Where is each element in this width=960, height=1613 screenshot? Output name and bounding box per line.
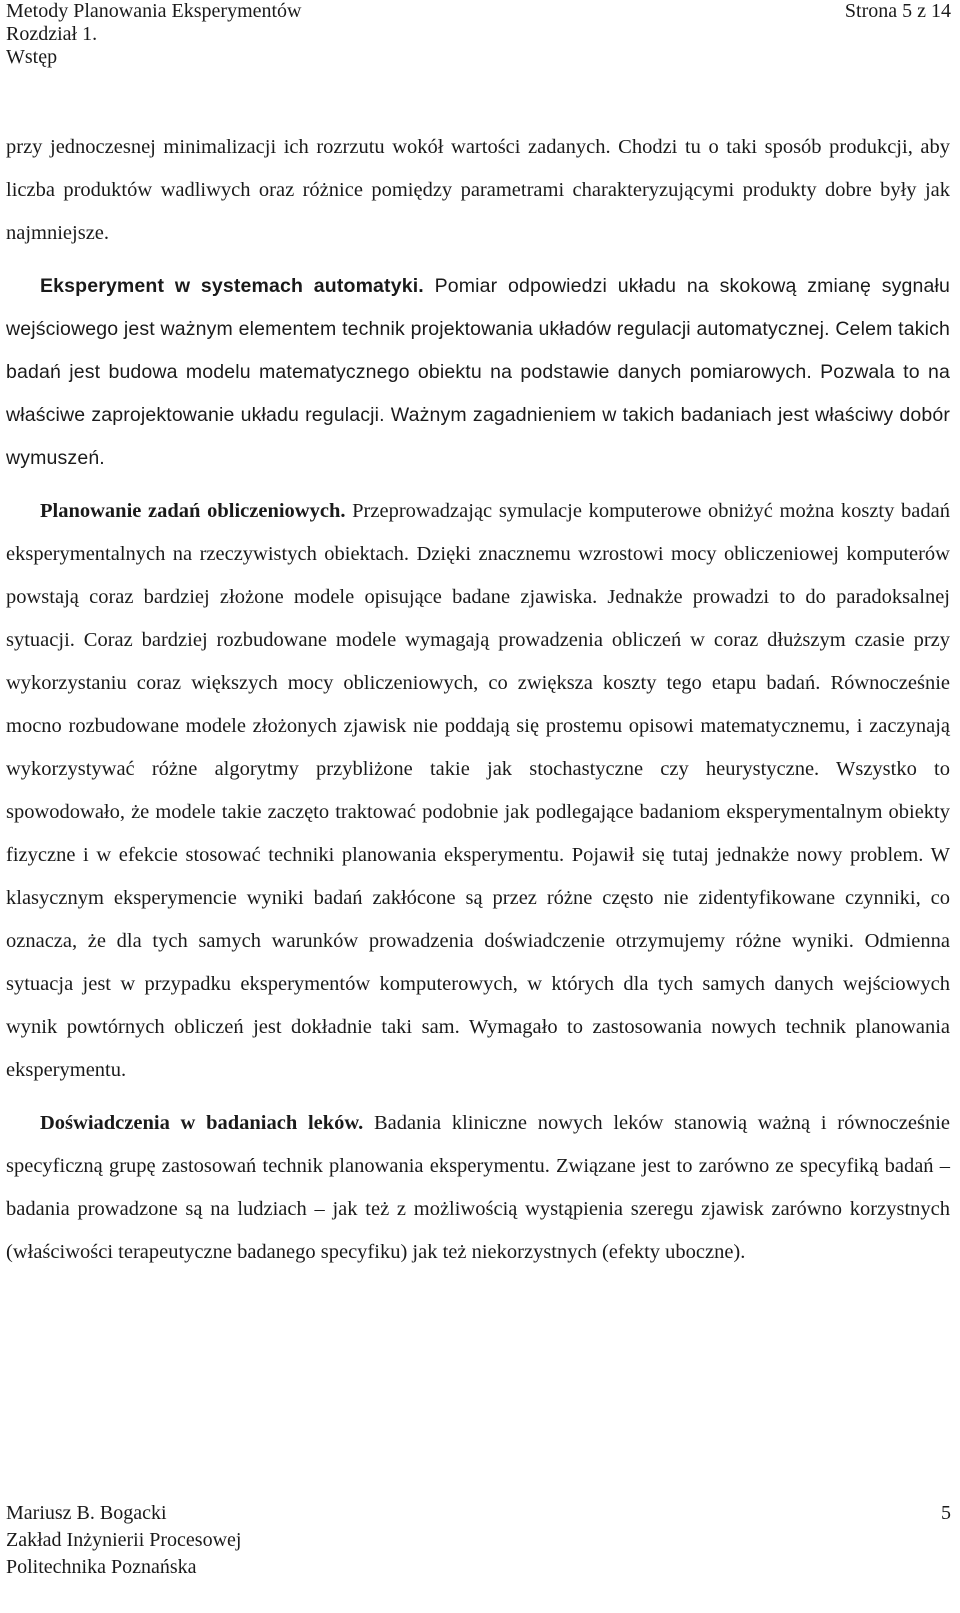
department-name: Zakład Inżynierii Procesowej (6, 1529, 242, 1551)
page-header (6, 0, 951, 69)
chapter-label: Rozdział 1. (6, 23, 98, 45)
paragraph-heading: Doświadczenia w badaniach leków. (40, 1112, 364, 1134)
paragraph-computational-tasks (6, 490, 950, 1092)
document-title: Metody Planowania Eksperymentów (6, 0, 302, 22)
page-number: 5 (941, 1502, 951, 1524)
paragraph-text: przy jednoczesnej minimalizacji ich rozrzutu wokół wartości zadanych. Chodzi tu o taki sposób produkcji, aby liczba produktów wadliwych oraz różnice pomiędzy parametrami charakteryzującymi produkty dobre były jak najmniejsze. (6, 136, 950, 244)
page-indicator: Strona 5 z 14 (844, 0, 951, 22)
paragraph-drug-research (6, 1102, 950, 1274)
university-name: Politechnika Poznańska (6, 1556, 197, 1578)
author-name: Mariusz B. Bogacki (6, 1502, 167, 1524)
paragraph-heading: Planowanie zadań obliczeniowych. (40, 500, 346, 522)
paragraph-intro-continuation (6, 126, 950, 255)
paragraph-text: Pomiar odpowiedzi układu na skokową zmianę sygnału wejściowego jest ważnym elementem technik projektowania układów regulacji automatycznej. Celem takich badań jest budowa modelu matematycznego obiektu na podstawie danych pomiarowych. Pozwala to na właściwe zaprojektowanie układu regulacji. Ważnym zagadnieniem w takich badaniach jest właściwy dobór wymuszeń. (6, 275, 950, 469)
page-footer (6, 1500, 951, 1581)
section-label: Wstęp (6, 46, 58, 68)
paragraph-text: Przeprowadzając symulacje komputerowe obniżyć można koszty badań eksperymentalnych na rzeczywistych obiektach. Dzięki znacznemu wzrostowi mocy obliczeniowej komputerów powstają coraz bardziej złożone modele opisujące badane zjawiska. Jednakże prowadzi to do paradoksalnej sytuacji. Coraz bardziej rozbudowane modele wymagają prowadzenia obliczeń w coraz dłuższym czasie przy wykorzystaniu coraz większych mocy obliczeniowych, co zwiększa koszty tego etapu badań. Równocześnie mocno rozbudowane modele złożonych zjawisk nie poddają się prostemu opisowi matematycznemu, i zaczynają wykorzystywać różne algorytmy przybliżone takie jak stochastyczne czy heurystyczne. Wszystko to spowodowało, że modele takie zaczęto traktować podobnie jak podlegające badaniom eksperymentalnym obiekty fizyczne i w efekcie stosować techniki planowania eksperymentu. Pojawił się tutaj jednakże nowy problem. W klasycznym eksperymencie wyniki badań zakłócone są przez różne często nie zidentyfikowane czynniki, co oznacza, że dla tych samych warunków prowadzenia doświadczenie otrzymujemy różne wyniki. Odmienna sytuacja jest w przypadku eksperymentów komputerowych, w których dla tych samych danych wejściowych wynik powtórnych obliczeń jest dokładnie taki sam. Wymagało to zastosowania nowych technik planowania eksperymentu. (6, 500, 950, 1081)
paragraph-automation (6, 265, 950, 480)
body-text (6, 126, 950, 1274)
paragraph-heading: Eksperyment w systemach automatyki. (40, 275, 424, 297)
paragraph-text: Badania kliniczne nowych leków stanowią ważną i równocześnie specyficzną grupę zastosowań technik planowania eksperymentu. Związane jest to zarówno ze specyfiką badań – badania prowadzone są na ludziach – jak też z możliwością wystąpienia szeregu zjawisk zarówno korzystnych (właściwości terapeutyczne badanego specyfiku) jak też niekorzystnych (efekty uboczne). (6, 1112, 950, 1263)
